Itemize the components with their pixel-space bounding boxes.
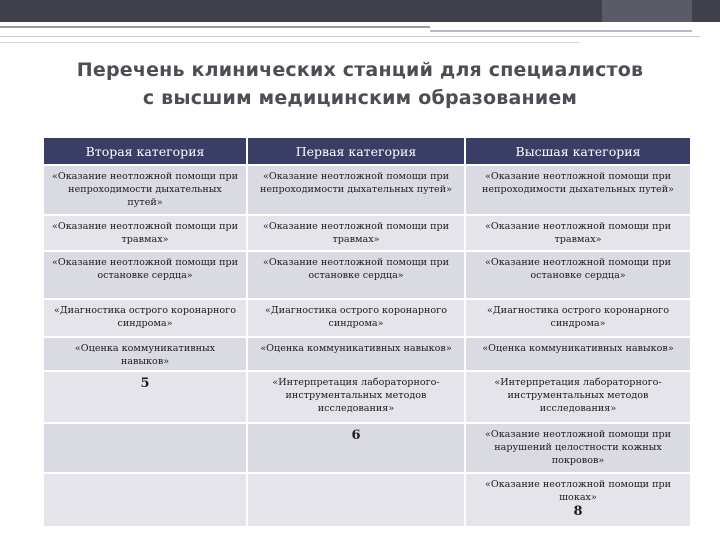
table-cell bbox=[247, 423, 465, 473]
slide-title-line1: Перечень клинических станций для специалистов bbox=[76, 59, 644, 81]
table-row bbox=[43, 215, 691, 251]
table-cell: «Оценка коммуникативных навыков» bbox=[247, 337, 465, 371]
station-count-highest: 8 bbox=[573, 504, 583, 519]
table-row bbox=[43, 473, 691, 527]
table-cell bbox=[43, 423, 247, 473]
slide-title bbox=[30, 56, 690, 112]
table-row bbox=[43, 371, 691, 423]
table-cell: «Оказание неотложной помощи при непроходимости дыхательных путей» bbox=[465, 165, 691, 215]
header-first-category: Первая категория bbox=[247, 137, 465, 165]
top-banner bbox=[0, 0, 720, 22]
station-count-second: 5 bbox=[140, 376, 150, 391]
table-cell: «Интерпретация лабораторного-инструментальных методов исследования» bbox=[247, 371, 465, 423]
table-cell: «Оценка коммуникативных навыков» bbox=[43, 337, 247, 371]
header-highest-category: Высшая категория bbox=[465, 137, 691, 165]
table-cell: «Оказание неотложной помощи при травмах» bbox=[465, 215, 691, 251]
table-cell bbox=[465, 473, 691, 527]
table-cell: «Оказание неотложной помощи при непроходимости дыхательных путей» bbox=[247, 165, 465, 215]
table-cell: «Оказание неотложной помощи при остановке сердца» bbox=[247, 251, 465, 299]
table-cell bbox=[43, 371, 247, 423]
stations-table bbox=[42, 136, 692, 528]
table-cell bbox=[247, 473, 465, 527]
header-second-category: Вторая категория bbox=[43, 137, 247, 165]
table-row bbox=[43, 251, 691, 299]
table-row bbox=[43, 299, 691, 337]
table-cell: «Оказание неотложной помощи при нарушений целостности кожных покровов» bbox=[465, 423, 691, 473]
table-cell: «Оказание неотложной помощи при травмах» bbox=[43, 215, 247, 251]
slide-title-line2: с высшим медицинским образованием bbox=[142, 87, 578, 109]
table-row bbox=[43, 165, 691, 215]
table-cell: «Диагностика острого коронарного синдрома» bbox=[247, 299, 465, 337]
top-banner-accent bbox=[602, 0, 692, 22]
table-cell: «Оценка коммуникативных навыков» bbox=[465, 337, 691, 371]
table-row bbox=[43, 337, 691, 371]
decor-rule bbox=[0, 26, 430, 28]
table-cell bbox=[43, 473, 247, 527]
decor-rule bbox=[0, 36, 700, 37]
table-cell-text: «Оказание неотложной помощи при шоках» bbox=[484, 479, 672, 503]
table-cell: «Оказание неотложной помощи при непроходимости дыхательных путей» bbox=[43, 165, 247, 215]
table-cell: «Оказание неотложной помощи при травмах» bbox=[247, 215, 465, 251]
decor-rule bbox=[430, 30, 692, 32]
table-cell: «Интерпретация лабораторного-инструментальных методов исследования» bbox=[465, 371, 691, 423]
station-count-first: 6 bbox=[351, 428, 361, 443]
table-cell: «Оказание неотложной помощи при остановке сердца» bbox=[43, 251, 247, 299]
decor-rule bbox=[0, 42, 580, 43]
table-row bbox=[43, 423, 691, 473]
table-cell: «Диагностика острого коронарного синдрома» bbox=[465, 299, 691, 337]
table-cell: «Оказание неотложной помощи при остановке сердца» bbox=[465, 251, 691, 299]
table-cell: «Диагностика острого коронарного синдрома» bbox=[43, 299, 247, 337]
table-header-row bbox=[43, 137, 691, 165]
